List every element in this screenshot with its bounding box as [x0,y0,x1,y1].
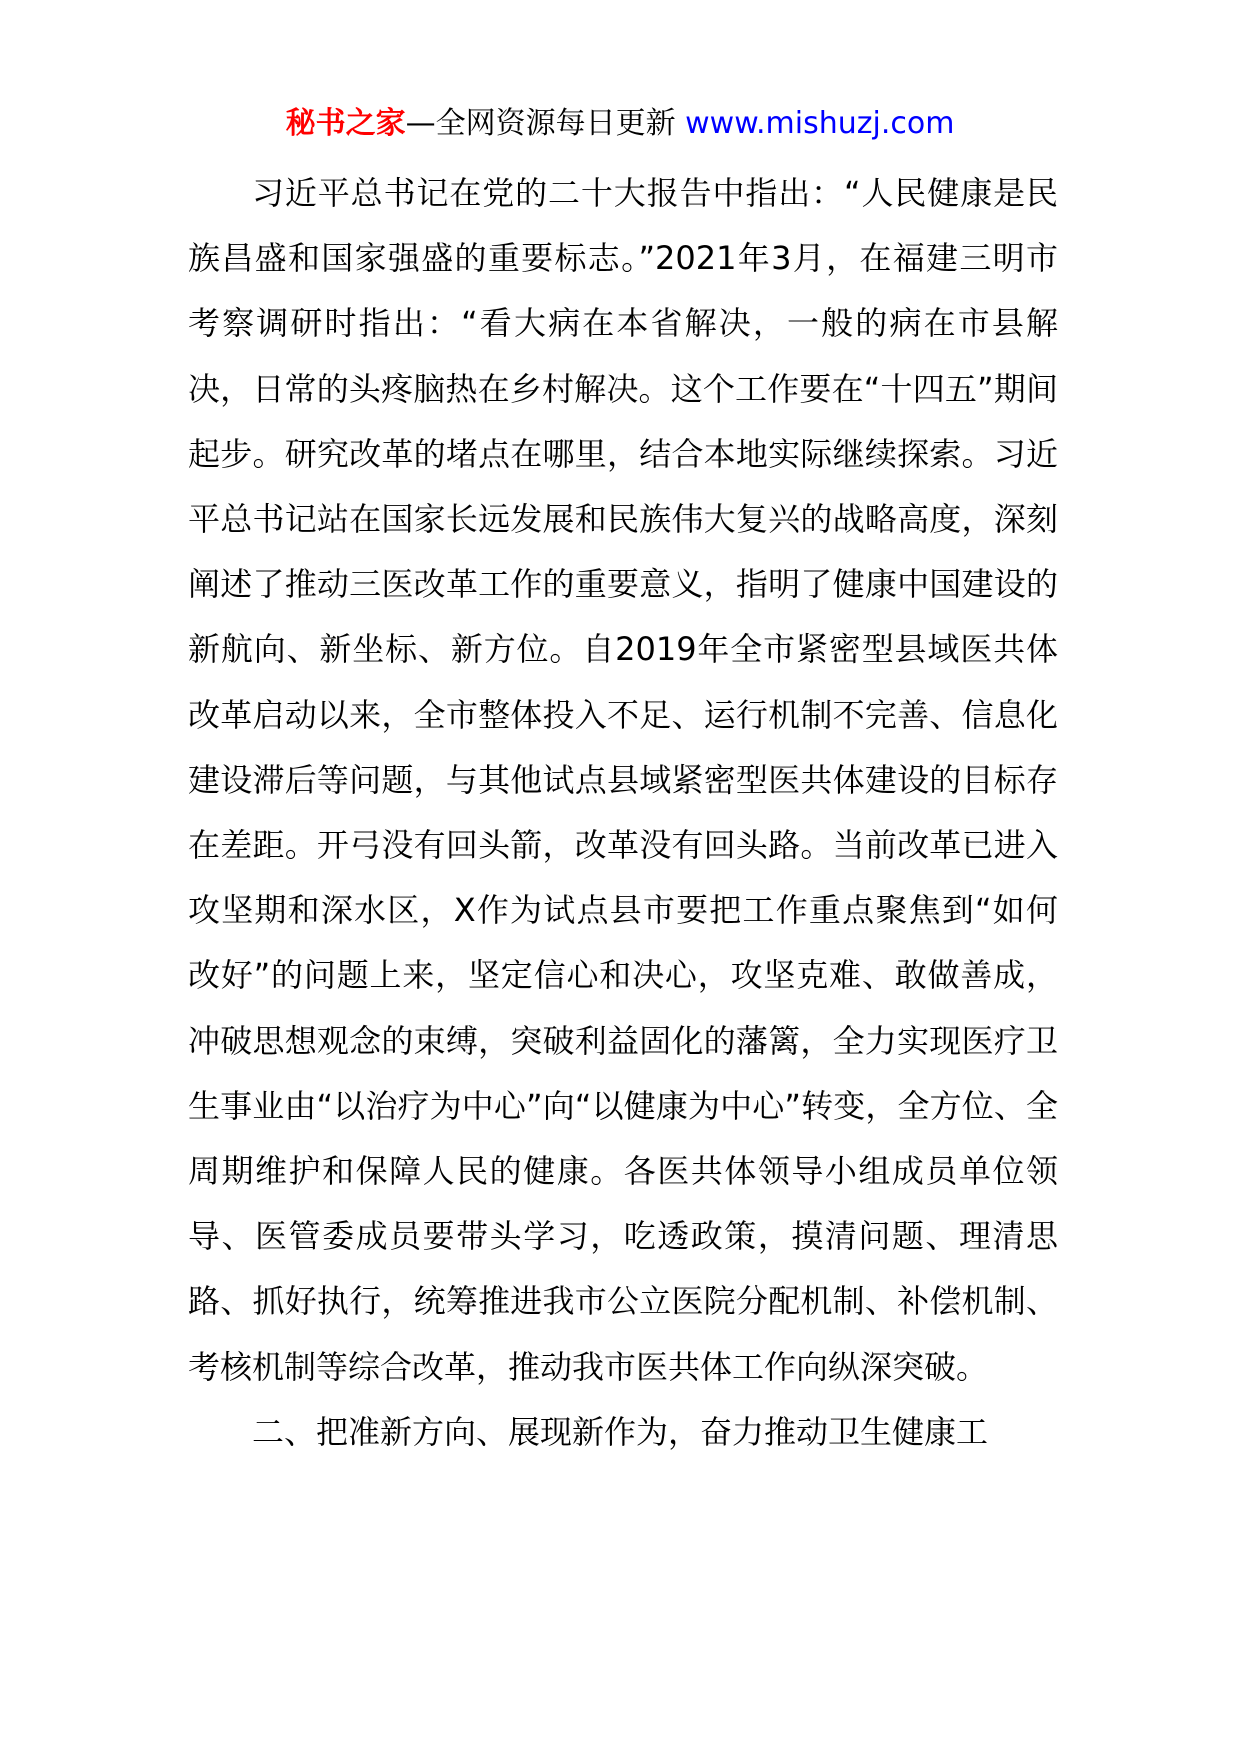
body-paragraph: 习近平总书记在党的二十大报告中指出：“人民健康是民族昌盛和国家强盛的重要标志。”2021年3月，在福建三明市考察调研时指出：“看大病在本省解决，一般的病在市县解决，日常的头疼脑热在乡村解决。这个工作要在“十四五”期间起步。研究改革的堵点在哪里，结合本地实际继续探索。习近平总书记站在国家长远发展和民族伟大复兴的战略高度，深刻阐述了推动三医改革工作的重要意义，指明了健康中国建设的新航向、新坐标、新方位。自2019年全市紧密型县域医共体改革启动以来，全市整体投入不足、运行机制不完善、信息化建设滞后等问题，与其他试点县域紧密型医共体建设的目标存在差距。开弓没有回头箭，改革没有回头路。当前改革已进入攻坚期和深水区，X作为试点县市要把工作重点聚焦到“如何改好”的问题上来，坚定信心和决心，攻坚克难、敢做善成，冲破思想观念的束缚，突破利益固化的藩篱，全力实现医疗卫生事业由“以治疗为中心”向“以健康为中心”转变，全方位、全周期维护和保障人民的健康。各医共体领导小组成员单位领导、医管委成员要带头学习，吃透政策，摸清问题、理清思路、抓好执行，统筹推进我市公立医院分配机制、补偿机制、考核机制等综合改革，推动我市医共体工作向纵深突破。 [188,174,1058,1386]
header-tagline: —全网资源每日更新 [405,106,686,141]
document-body [188,161,1058,1465]
page-header [0,104,1240,144]
website-link[interactable]: www.mishuzj.com [685,106,955,141]
brand-name: 秘书之家 [285,106,406,141]
section-heading: 二、把准新方向、展现新作为，奋力推动卫生健康工 [252,1412,989,1451]
